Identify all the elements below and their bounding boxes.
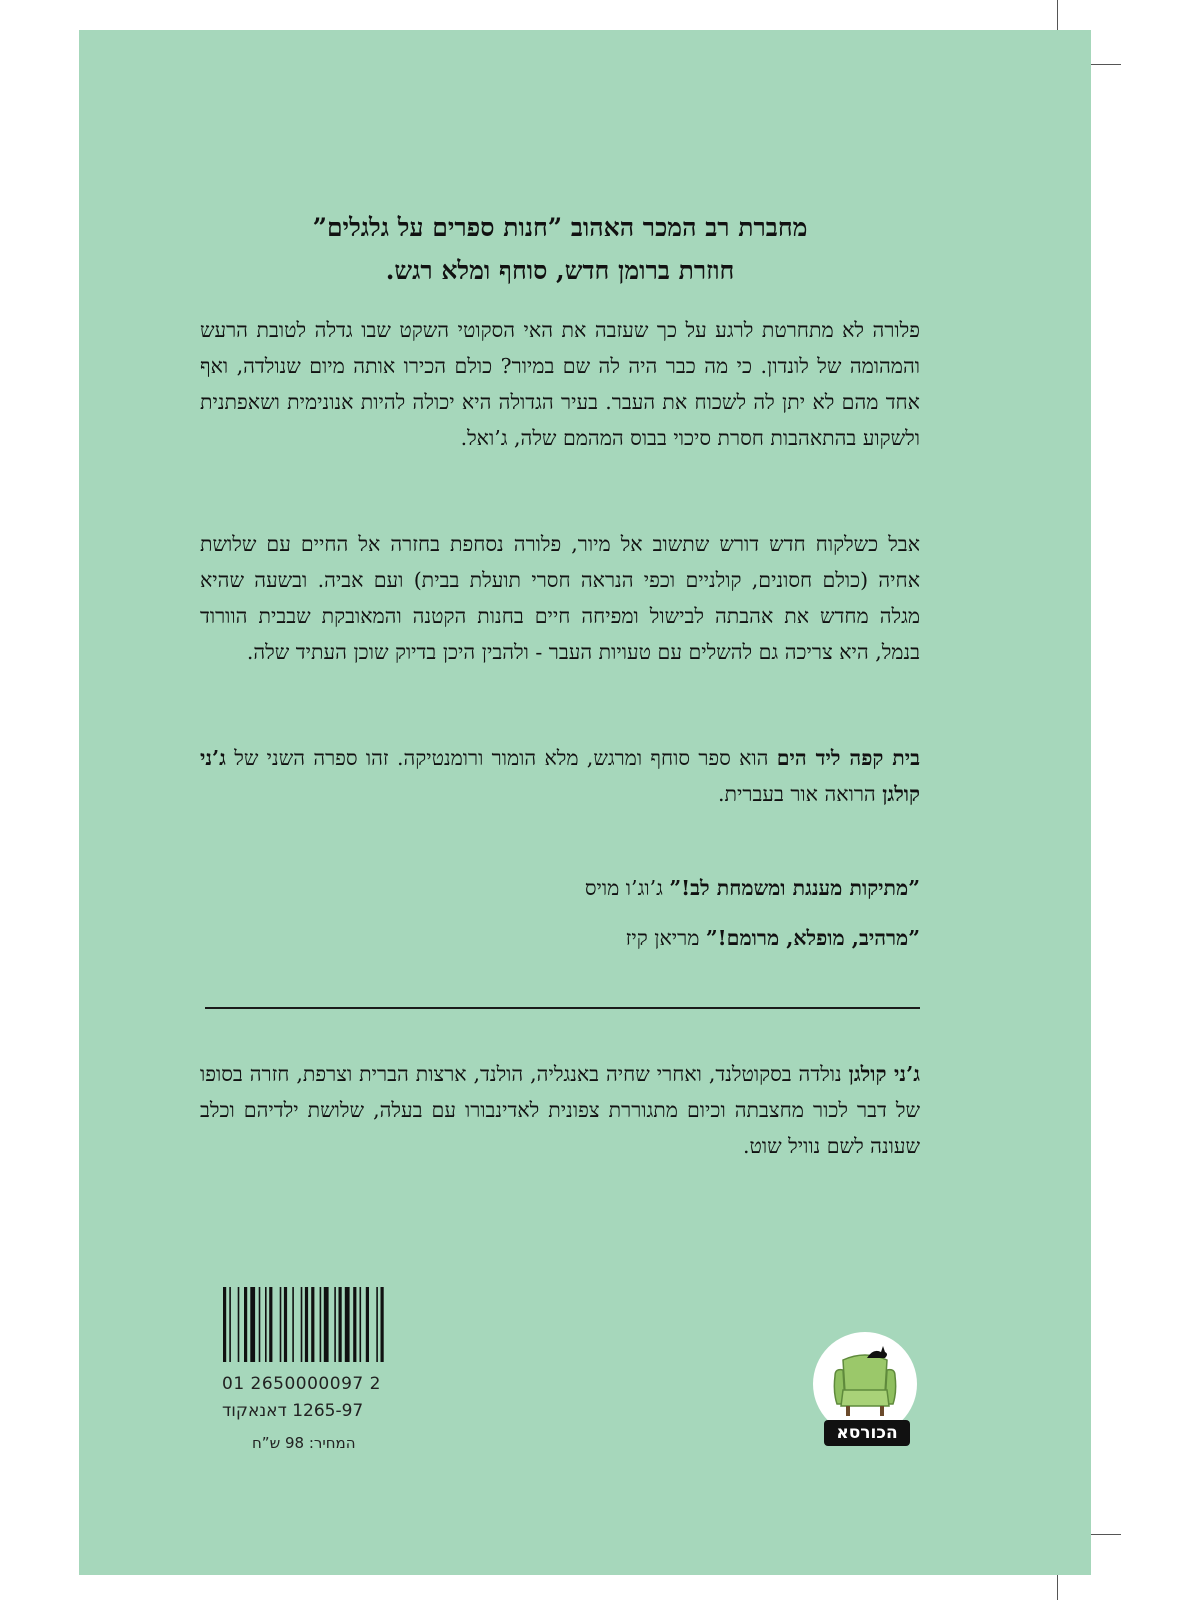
bio-text: נולדה בסקוטלנד, ואחרי שחיה באנגליה, הולנד, ארצות הברית וצרפת, חזרה בסופו של דבר לכור מחצבתה וכיום מתגוררת צפונית לאדינבורו עם בעלה, שלושת ילדיהם וכלב שעונה לשם נוויל שוט.	[200, 1062, 920, 1159]
barcode-bar	[269, 1287, 272, 1362]
barcode-bar	[376, 1287, 378, 1362]
barcode-bar	[353, 1287, 356, 1362]
book-title: בית קפה ליד הים	[776, 746, 920, 770]
barcode-number: 01 2650000097 2	[222, 1374, 381, 1394]
barcode-bar	[305, 1287, 308, 1362]
crop-mark	[1091, 64, 1121, 65]
paragraph-3-text-a: הוא ספר סוחף ומרגש, מלא הומור ורומנטיקה. זהו ספרה השני של	[225, 746, 777, 770]
author-name: ג’ני קולגן	[200, 746, 920, 807]
barcode-bar	[311, 1287, 314, 1362]
review-quote-2	[200, 926, 920, 951]
synopsis-paragraph-3	[200, 740, 920, 812]
author-bio	[200, 1056, 920, 1164]
barcode-bar	[244, 1287, 247, 1362]
publisher-name: הכורסא	[824, 1420, 910, 1446]
barcode-bar	[339, 1287, 342, 1362]
divider	[205, 1007, 920, 1009]
barcode-bar	[292, 1287, 294, 1362]
barcode-bar	[265, 1287, 267, 1362]
review-quote-1	[200, 876, 920, 901]
quote-text: ”מתיקות מענגת ומשמחת לב!”	[669, 876, 920, 900]
barcode-bar	[259, 1287, 261, 1362]
paragraph-3-text-b: הרואה אור בעברית.	[718, 782, 883, 807]
barcode-bar	[324, 1287, 329, 1362]
tagline	[200, 206, 920, 292]
barcode-bar	[238, 1287, 240, 1362]
barcode-bar	[334, 1287, 336, 1362]
synopsis-paragraph-2: אבל כשלקוח חדש דורש שתשוב אל מיור, פלורה נסחפת בחזרה אל החיים עם שלושת אחיה (כולם חסונים, קולניים וכפי הנראה חסרי תועלת בבית) ועם אביה. ובשעה שהיא מגלה מחדש את אהבתה לבישול ומפיחה חיים בחנות הקטנה והמאובקת שבבית הוורוד בנמל, היא צריכה גם להשלים עם טעויות העבר - ולהבין היכן בדיוק שוכן העתיד שלה.	[200, 532, 921, 665]
quote-source: מריאן קיז	[625, 926, 706, 950]
bio-author-name: ג’ני קולגן	[848, 1062, 920, 1086]
barcode-bar	[301, 1287, 303, 1362]
quote-source: ג’וג’ו מויס	[584, 876, 670, 900]
barcode-bar	[345, 1287, 350, 1362]
crop-mark	[1091, 1534, 1121, 1535]
crop-mark	[1057, 0, 1058, 30]
quote-text: ”מרהיב, מופלא, מרומם!”	[705, 926, 920, 950]
barcode-bar	[250, 1287, 255, 1362]
barcode-bar	[360, 1287, 362, 1362]
barcode-bar	[320, 1287, 322, 1362]
barcode-bar	[366, 1287, 369, 1362]
barcode-bar	[280, 1287, 282, 1362]
synopsis-paragraph-1: פלורה לא מתחרטת לרגע על כך שעזבה את האי הסקוטי השקט שבו גדלה לטובת הרעש והמהומה של לונדון. כי מה כבר היה לה שם במיור? כולם הכירו אותה מיום שנולדה, ואף אחד מהם לא יתן לה לשכוח את העבר. בעיר הגדולה היא יכולה להיות אנונימית ושאפתנית ולשקוע בהתאהבות חסרת סיכוי בבוס המהמם שלה, ג’ואל.	[200, 318, 920, 451]
barcode-bar	[223, 1287, 226, 1362]
barcode-bar	[381, 1287, 384, 1362]
tagline-line-2: חוזרת ברומן חדש, סוחף ומלא רגש.	[385, 256, 735, 285]
barcode	[223, 1287, 425, 1362]
barcode-bar	[229, 1287, 231, 1362]
barcode-bar	[284, 1287, 287, 1362]
danacode: 1265-97 דאנאקוד	[222, 1401, 364, 1421]
price: המחיר: 98 ש”ח	[252, 1434, 356, 1452]
tagline-line-1: מחברת רב המכר האהוב ”חנות ספרים על גלגלים”	[312, 213, 808, 242]
